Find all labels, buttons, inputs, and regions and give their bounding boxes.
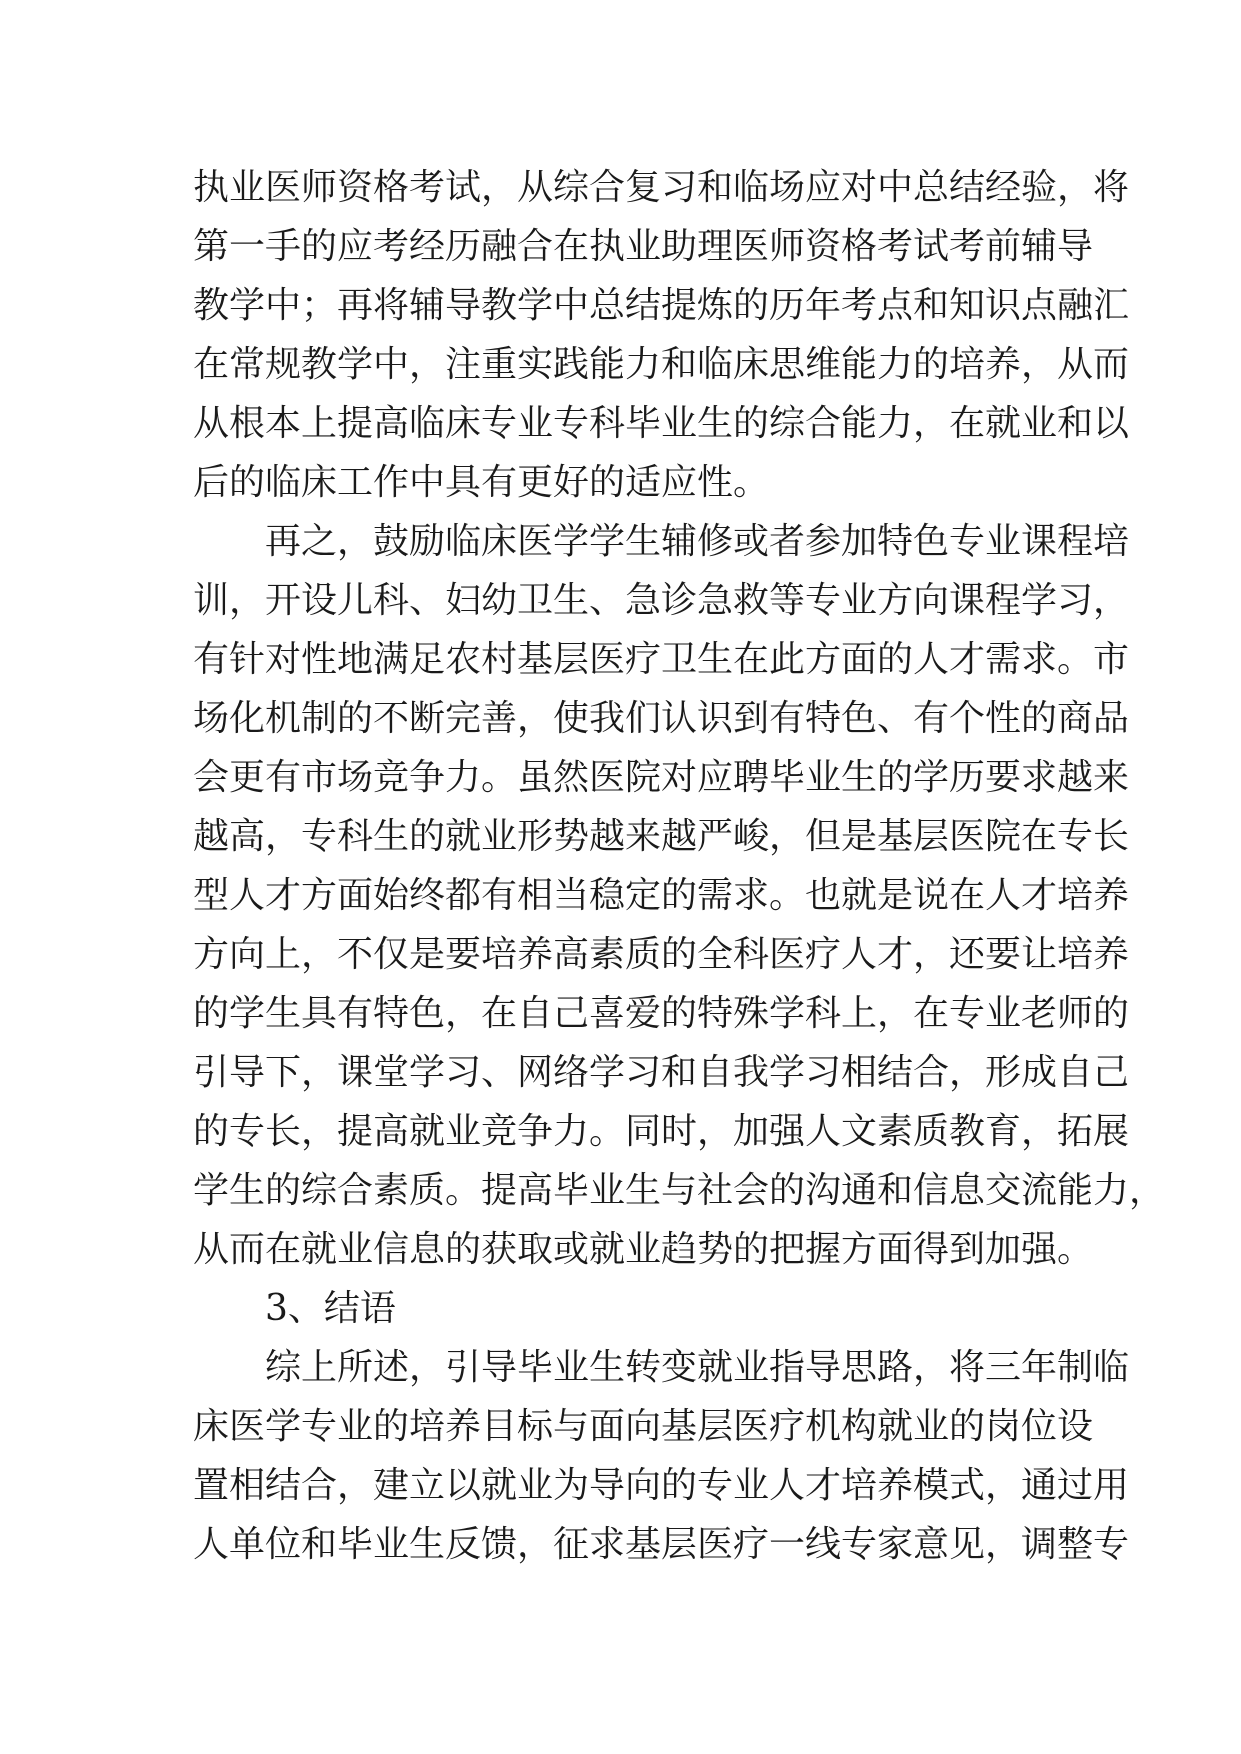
text-line: 越高，专科生的就业形势越来越严峻，但是基层医院在专长 xyxy=(193,816,1130,857)
text-line: 训，开设儿科、妇幼卫生、急诊急救等专业方向课程学习， xyxy=(193,580,1130,621)
text-line: 在常规教学中，注重实践能力和临床思维能力的培养，从而 xyxy=(193,344,1130,385)
text-line: 学生的综合素质。提高毕业生与社会的沟通和信息交流能力， xyxy=(193,1170,1166,1211)
text-line: 会更有市场竞争力。虽然医院对应聘毕业生的学历要求越来 xyxy=(193,757,1130,798)
paragraph-start-line: 再之，鼓励临床医学学生辅修或者参加特色专业课程培 xyxy=(265,521,1130,562)
text-line: 从而在就业信息的获取或就业趋势的把握方面得到加强。 xyxy=(193,1229,1094,1270)
text-line: 后的临床工作中具有更好的适应性。 xyxy=(193,462,770,503)
text-line: 人单位和毕业生反馈，征求基层医疗一线专家意见，调整专 xyxy=(193,1524,1130,1565)
text-line: 的学生具有特色，在自己喜爱的特殊学科上，在专业老师的 xyxy=(193,993,1130,1034)
text-line: 场化机制的不断完善，使我们认识到有特色、有个性的商品 xyxy=(193,698,1130,739)
text-line: 从根本上提高临床专业专科毕业生的综合能力，在就业和以 xyxy=(193,403,1130,444)
text-line: 执业医师资格考试，从综合复习和临场应对中总结经验，将 xyxy=(193,167,1130,208)
text-line: 教学中；再将辅导教学中总结提炼的历年考点和知识点融汇 xyxy=(193,285,1130,326)
section-heading: 3、结语 xyxy=(265,1288,396,1329)
text-line: 方向上，不仅是要培养高素质的全科医疗人才，还要让培养 xyxy=(193,934,1130,975)
body-text xyxy=(193,158,1166,1574)
text-line: 型人才方面始终都有相当稳定的需求。也就是说在人才培养 xyxy=(193,875,1130,916)
text-line: 床医学专业的培养目标与面向基层医疗机构就业的岗位设 xyxy=(193,1406,1094,1447)
text-line: 有针对性地满足农村基层医疗卫生在此方面的人才需求。市 xyxy=(193,639,1130,680)
text-line: 第一手的应考经历融合在执业助理医师资格考试考前辅导 xyxy=(193,226,1094,267)
text-line: 引导下，课堂学习、网络学习和自我学习相结合，形成自己 xyxy=(193,1052,1130,1093)
text-line: 的专长，提高就业竞争力。同时，加强人文素质教育，拓展 xyxy=(193,1111,1130,1152)
text-line: 置相结合，建立以就业为导向的专业人才培养模式，通过用 xyxy=(193,1465,1130,1506)
paragraph-start-line: 综上所述，引导毕业生转变就业指导思路，将三年制临 xyxy=(265,1347,1130,1388)
